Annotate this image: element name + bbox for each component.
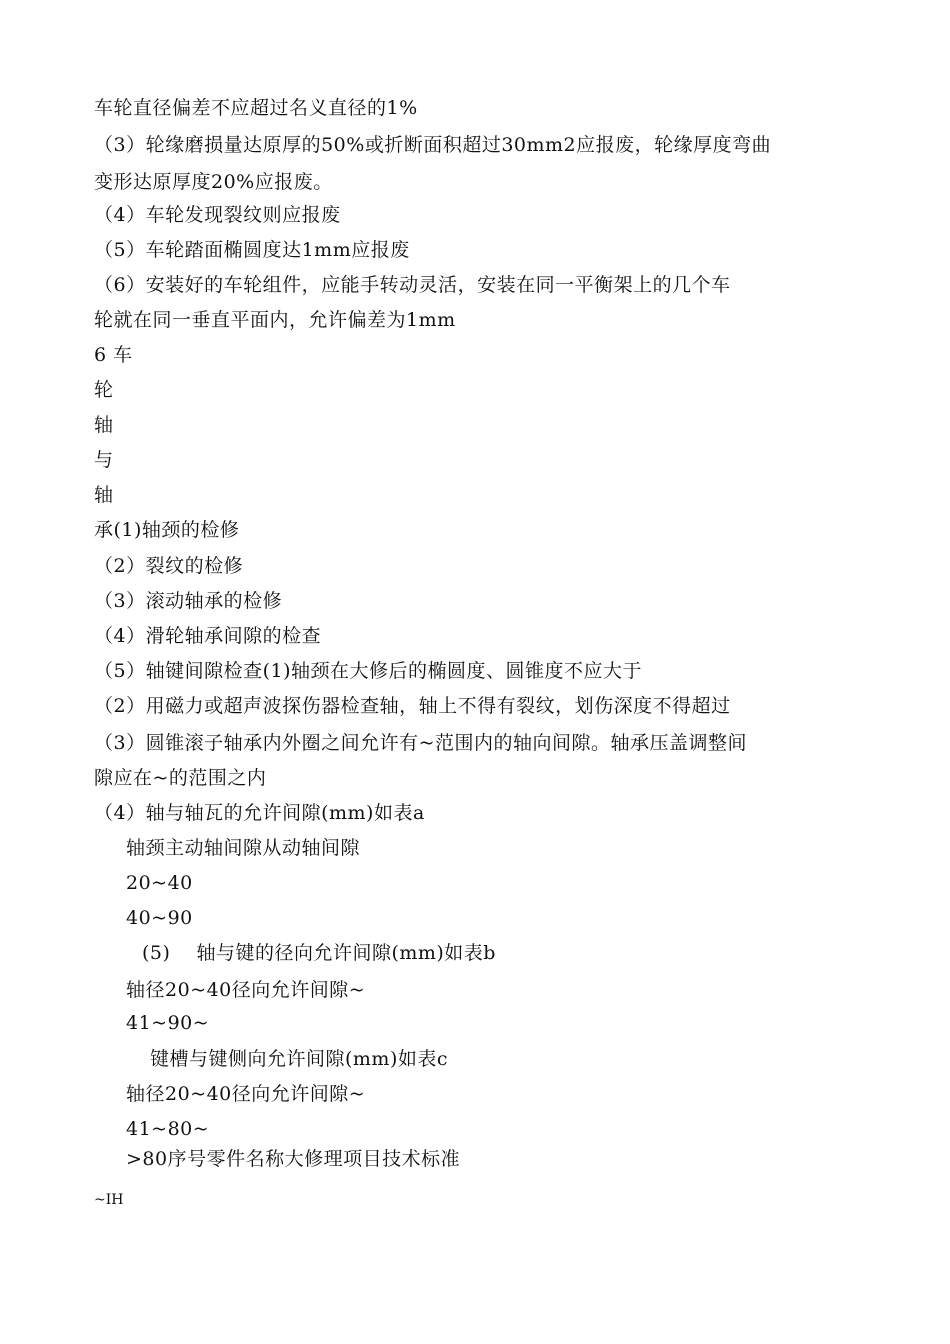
table-row: 40~90 [126,907,193,929]
table-row: 41~80~ [126,1118,210,1140]
text-line: 车轮直径偏差不应超过名义直径的1% [94,97,418,119]
section-heading: 轴 [94,414,114,436]
text-line: 轮就在同一垂直平面内，允许偏差为1mm [94,309,456,331]
text-line: （4）车轮发现裂纹则应报废 [94,204,341,226]
text-line: 承(1)轴颈的检修 [94,519,240,541]
text-line: （5）轴键间隙检查(1)轴颈在大修后的椭圆度、圆锥度不应大于 [94,660,643,682]
text-line: （3）轮缘磨损量达原厚的50%或折断面积超过30mm2应报废，轮缘厚度弯曲 [94,134,772,156]
section-heading: 与 [94,449,114,471]
text-line: （2）裂纹的检修 [94,555,244,577]
section-heading: 6 车 [94,344,133,366]
text-line: （2）用磁力或超声波探伤器检查轴，轴上不得有裂纹，划伤深度不得超过 [94,695,731,717]
table-row: 轴径20~40径向允许间隙~ [126,1083,366,1105]
text-line: 键槽与键侧向允许间隙(mm)如表c [150,1048,449,1070]
text-line: 变形达原厚度20%应报废。 [94,171,333,193]
artifact-text: ~IH [94,1192,124,1208]
section-heading: 轴 [94,484,114,506]
text-line: （4）轴与轴瓦的允许间隙(mm)如表a [94,802,425,824]
text-line: (5) 轴与键的径向允许间隙(mm)如表b [142,942,496,964]
text-line: （6）安装好的车轮组件，应能手转动灵活，安装在同一平衡架上的几个车 [94,274,731,296]
table-row: 轴径20~40径向允许间隙~ [126,979,366,1001]
text-line: 隙应在~的范围之内 [94,767,267,789]
table-row: 20~40 [126,872,193,894]
text-line: （5）车轮踏面椭圆度达1mm应报废 [94,239,410,261]
table-header-line: 轴颈主动轴间隙从动轴间隙 [126,837,361,859]
table-header-line: >80序号零件名称大修理项目技术标准 [126,1148,461,1170]
text-line: （3）滚动轴承的检修 [94,590,283,612]
section-heading: 轮 [94,379,114,401]
table-row: 41~90~ [126,1012,210,1034]
text-line: （3）圆锥滚子轴承内外圈之间允许有~范围内的轴向间隙。轴承压盖调整间 [94,732,748,754]
text-line: （4）滑轮轴承间隙的检查 [94,625,322,647]
